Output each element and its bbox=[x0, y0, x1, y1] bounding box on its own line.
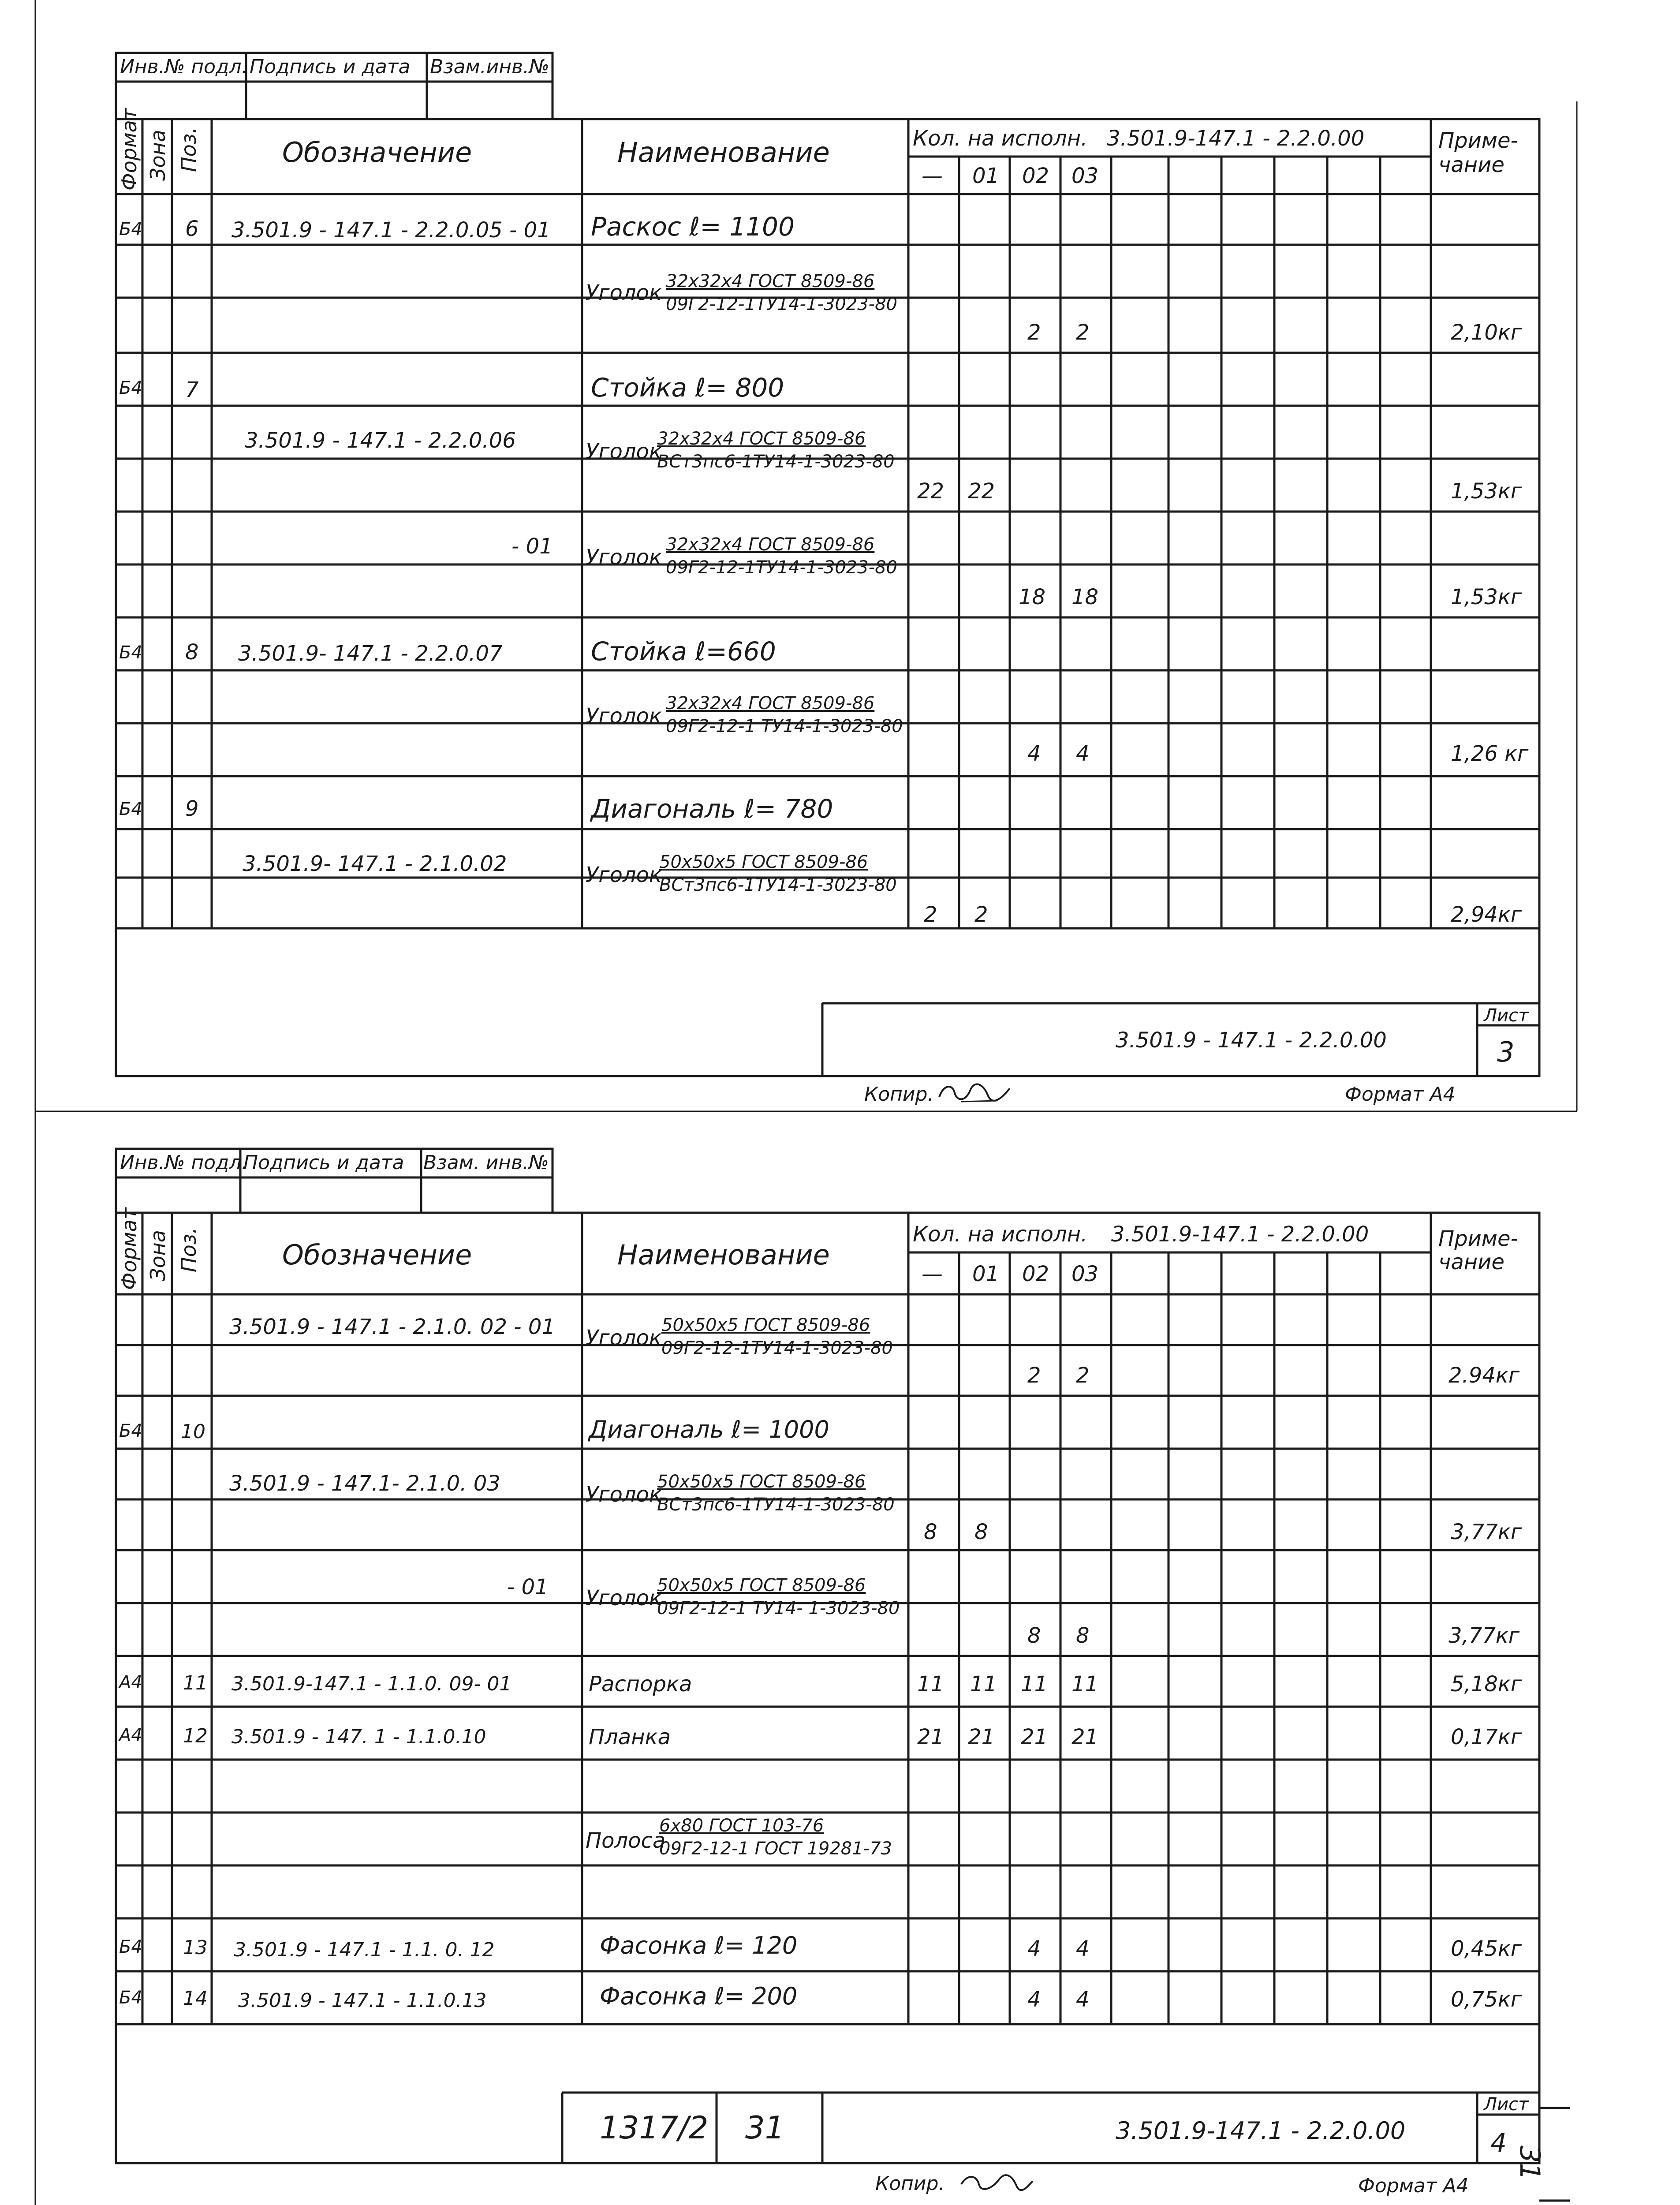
stamp-vzam-inv: Взам. инв.№ bbox=[423, 1151, 549, 1174]
header-poz: Поз. bbox=[177, 127, 201, 172]
margin-page-number: 31 bbox=[1514, 2145, 1546, 2180]
profile: 32х32х4 ГОСТ 8509-86 bbox=[657, 429, 866, 449]
qty-01: 8 bbox=[974, 1520, 988, 1544]
row-name: Диагональ ℓ= 780 bbox=[591, 794, 833, 824]
row-designation: 3.501.9 - 147.1 - 2.2.0.05 - 01 bbox=[231, 218, 551, 243]
qty-03: 8 bbox=[1076, 1623, 1090, 1648]
row-pos: 11 bbox=[183, 1672, 208, 1694]
archive-sheet: 31 bbox=[745, 2110, 785, 2146]
row-name-prefix: Уголок bbox=[586, 545, 662, 570]
row-designation: 3.501.9- 147.1 - 2.2.0.07 bbox=[238, 641, 503, 666]
qty-0: 11 bbox=[917, 1672, 945, 1697]
material: 09Г2-12-1 ТУ14-1-3023-80 bbox=[666, 716, 903, 736]
header-primechanie: Приме- bbox=[1438, 1226, 1518, 1251]
qty-02: 4 bbox=[1027, 741, 1041, 766]
header-primechanie-2: чание bbox=[1438, 1250, 1505, 1274]
qty-02: 8 bbox=[1027, 1623, 1041, 1648]
row-name-prefix: Уголок bbox=[586, 704, 662, 729]
row-name: Раскос ℓ= 1100 bbox=[591, 212, 795, 242]
row-name-prefix: Уголок bbox=[586, 439, 662, 464]
qty-02: 21 bbox=[1021, 1725, 1048, 1749]
profile: 32х32х4 ГОСТ 8509-86 bbox=[666, 534, 875, 555]
row-name-prefix: Уголок bbox=[586, 1586, 662, 1611]
qty-03: 4 bbox=[1076, 1987, 1090, 2012]
list-label: Лист bbox=[1484, 2094, 1529, 2115]
header-doc-code: 3.501.9-147.1 - 2.2.0.00 bbox=[1107, 126, 1365, 151]
col-dash: — bbox=[922, 164, 943, 188]
row-format: Б4 bbox=[119, 799, 142, 819]
profile: 32х32х4 ГОСТ 8509-86 bbox=[666, 693, 875, 714]
archive-number: 1317/2 bbox=[600, 2110, 709, 2146]
header-naimenovanie: Наименование bbox=[617, 136, 830, 168]
copy-signature bbox=[957, 2169, 1036, 2195]
row-name: Стойка ℓ= 800 bbox=[591, 373, 784, 403]
row-note: 2,10кг bbox=[1451, 320, 1522, 345]
row-name: Распорка bbox=[589, 1672, 692, 1697]
stamp-inv-podl: Инв.№ подл. bbox=[120, 1151, 248, 1174]
row-name-prefix: Полоса bbox=[586, 1828, 666, 1853]
material: 09Г2-12-1ТУ14-1-3023-80 bbox=[666, 557, 897, 578]
profile: 50х50х5 ГОСТ 8509-86 bbox=[657, 1472, 866, 1492]
qty-0: 8 bbox=[924, 1520, 937, 1544]
material: 09Г2-12-1 ГОСТ 19281-73 bbox=[659, 1839, 892, 1859]
header-oboznachenie: Обозначение bbox=[282, 1239, 472, 1271]
qty-02: 18 bbox=[1019, 585, 1046, 609]
row-name: Стойка ℓ=660 bbox=[591, 636, 776, 666]
title-code: 3.501.9 - 147.1 - 2.2.0.00 bbox=[1116, 1028, 1387, 1053]
header-format: Формат bbox=[117, 1207, 141, 1290]
qty-02: 4 bbox=[1027, 1987, 1041, 2012]
qty-0: 21 bbox=[917, 1725, 945, 1749]
format-label: Формат А4 bbox=[1358, 2175, 1469, 2197]
qty-0: 2 bbox=[924, 902, 937, 927]
qty-02: 2 bbox=[1027, 1363, 1041, 1388]
col-dash: — bbox=[922, 1262, 943, 1286]
row-designation: 3.501.9-147.1 - 1.1.0. 09- 01 bbox=[231, 1673, 512, 1695]
qty-03: 11 bbox=[1071, 1672, 1099, 1697]
row-name: Диагональ ℓ= 1000 bbox=[589, 1416, 829, 1443]
material: ВСт3пс6-1ТУ14-1-3023-80 bbox=[657, 1495, 895, 1515]
row-note: 1,53кг bbox=[1451, 479, 1522, 504]
row-pos: 7 bbox=[185, 377, 199, 402]
stamp-vzam-inv: Взам.инв.№ bbox=[430, 56, 549, 78]
row-format: Б4 bbox=[119, 1421, 142, 1441]
stamp-podpis: Подпись и дата bbox=[250, 56, 411, 78]
row-note: 0,45кг bbox=[1451, 1936, 1522, 1961]
row-pos: 13 bbox=[183, 1936, 208, 1959]
header-primechanie-2: чание bbox=[1438, 153, 1505, 177]
profile: 50х50х5 ГОСТ 8509-86 bbox=[659, 852, 868, 872]
row-format: Б4 bbox=[119, 643, 142, 663]
header-kol-na-ispoln: Кол. на исполн. bbox=[913, 1222, 1088, 1247]
row-pos: 6 bbox=[185, 217, 199, 241]
qty-02: 2 bbox=[1027, 320, 1041, 345]
qty-03: 4 bbox=[1076, 741, 1090, 766]
stamp-inv-podl: Инв.№ подл. bbox=[120, 56, 248, 78]
profile: 6х80 ГОСТ 103-76 bbox=[659, 1816, 824, 1836]
col-03: 03 bbox=[1071, 1262, 1099, 1286]
row-note: 5,18кг bbox=[1451, 1672, 1522, 1697]
qty-01: 21 bbox=[968, 1725, 995, 1749]
row-note: 1,53кг bbox=[1451, 585, 1522, 609]
row-designation: 3.501.9 - 147.1 - 1.1. 0. 12 bbox=[234, 1939, 495, 1961]
material: ВСт3пс6-1ТУ14-1-3023-80 bbox=[659, 875, 897, 895]
row-format: А4 bbox=[119, 1725, 142, 1745]
qty-02: 4 bbox=[1027, 1936, 1041, 1961]
qty-03: 18 bbox=[1071, 585, 1099, 609]
qty-03: 4 bbox=[1076, 1936, 1090, 1961]
qty-03: 2 bbox=[1076, 1363, 1090, 1388]
row-note: 2.94кг bbox=[1449, 1363, 1520, 1388]
row-format: Б4 bbox=[119, 378, 142, 398]
row-note: 0,75кг bbox=[1451, 1987, 1522, 2012]
material: 09Г2-12-1 ТУ14- 1-3023-80 bbox=[657, 1598, 900, 1618]
format-label: Формат А4 bbox=[1345, 1083, 1456, 1106]
col-01: 01 bbox=[972, 1262, 1000, 1286]
qty-03: 2 bbox=[1076, 320, 1090, 345]
qty-02: 11 bbox=[1021, 1672, 1048, 1697]
row-designation: 3.501.9 - 147.1 - 2.2.0.06 bbox=[245, 428, 516, 453]
row-format: Б4 bbox=[119, 219, 142, 239]
header-kol-na-ispoln: Кол. на исполн. bbox=[913, 126, 1088, 151]
row-format: А4 bbox=[119, 1672, 142, 1693]
header-oboznachenie: Обозначение bbox=[282, 136, 472, 168]
row-note: 1,26 кг bbox=[1451, 741, 1529, 766]
row-pos: 12 bbox=[183, 1725, 208, 1747]
stamp-podpis: Подпись и дата bbox=[243, 1151, 404, 1174]
row-format: Б4 bbox=[119, 1988, 142, 2008]
qty-01: 22 bbox=[968, 479, 995, 504]
header-zona: Зона bbox=[146, 1230, 170, 1281]
row-name-prefix: Уголок bbox=[586, 1326, 662, 1350]
row-name: Фасонка ℓ= 120 bbox=[600, 1932, 798, 1959]
row-designation: - 01 bbox=[507, 1575, 549, 1600]
row-pos: 14 bbox=[183, 1987, 208, 2010]
header-doc-code: 3.501.9-147.1 - 2.2.0.00 bbox=[1111, 1222, 1369, 1247]
material: 09Г2-12-1ТУ14-1-3023-80 bbox=[666, 294, 897, 314]
row-designation: 3.501.9 - 147.1- 2.1.0. 03 bbox=[229, 1471, 500, 1496]
list-number: 4 bbox=[1490, 2128, 1507, 2158]
header-poz: Поз. bbox=[177, 1227, 201, 1272]
header-primechanie: Приме- bbox=[1438, 128, 1518, 153]
row-note: 0,17кг bbox=[1451, 1725, 1522, 1749]
row-pos: 8 bbox=[185, 640, 199, 665]
row-format: Б4 bbox=[119, 1937, 142, 1957]
copy-signature bbox=[935, 1080, 1014, 1106]
header-format: Формат bbox=[117, 108, 141, 191]
profile: 50х50х5 ГОСТ 8509-86 bbox=[657, 1575, 866, 1596]
qty-0: 22 bbox=[917, 479, 945, 504]
qty-03: 21 bbox=[1071, 1725, 1099, 1749]
qty-01: 11 bbox=[970, 1672, 997, 1697]
col-02: 02 bbox=[1022, 164, 1049, 188]
row-designation: - 01 bbox=[511, 534, 553, 559]
list-number: 3 bbox=[1497, 1036, 1515, 1068]
row-designation: 3.501.9- 147.1 - 2.1.0.02 bbox=[243, 852, 507, 876]
row-pos: 9 bbox=[185, 796, 199, 821]
row-name-prefix: Уголок bbox=[586, 280, 662, 305]
col-03: 03 bbox=[1071, 164, 1099, 188]
material: ВСт3пс6-1ТУ14-1-3023-80 bbox=[657, 452, 895, 472]
copy-label: Копир. bbox=[875, 2172, 945, 2195]
row-name: Планка bbox=[589, 1725, 671, 1749]
title-code: 3.501.9-147.1 - 2.2.0.00 bbox=[1116, 2117, 1406, 2145]
row-designation: 3.501.9 - 147. 1 - 1.1.0.10 bbox=[231, 1726, 486, 1748]
col-01: 01 bbox=[972, 164, 1000, 188]
copy-label: Копир. bbox=[864, 1083, 934, 1106]
qty-01: 2 bbox=[974, 902, 988, 927]
row-name: Фасонка ℓ= 200 bbox=[600, 1982, 798, 2010]
material: 09Г2-12-1ТУ14-1-3023-80 bbox=[661, 1338, 893, 1358]
profile: 32х32х4 ГОСТ 8509-86 bbox=[666, 271, 875, 292]
profile: 50х50х5 ГОСТ 8509-86 bbox=[661, 1315, 870, 1335]
list-label: Лист bbox=[1484, 1005, 1529, 1026]
header-zona: Зона bbox=[146, 130, 170, 181]
row-name-prefix: Уголок bbox=[586, 1482, 662, 1507]
row-designation: 3.501.9 - 147.1 - 1.1.0.13 bbox=[238, 1989, 487, 2012]
row-note: 3,77кг bbox=[1449, 1623, 1520, 1648]
row-designation: 3.501.9 - 147.1 - 2.1.0. 02 - 01 bbox=[229, 1315, 555, 1339]
row-pos: 10 bbox=[181, 1420, 205, 1443]
col-02: 02 bbox=[1022, 1262, 1049, 1286]
row-note: 3,77кг bbox=[1451, 1520, 1522, 1544]
row-name-prefix: Уголок bbox=[586, 863, 662, 887]
header-naimenovanie: Наименование bbox=[617, 1239, 830, 1271]
row-note: 2,94кг bbox=[1451, 902, 1522, 927]
